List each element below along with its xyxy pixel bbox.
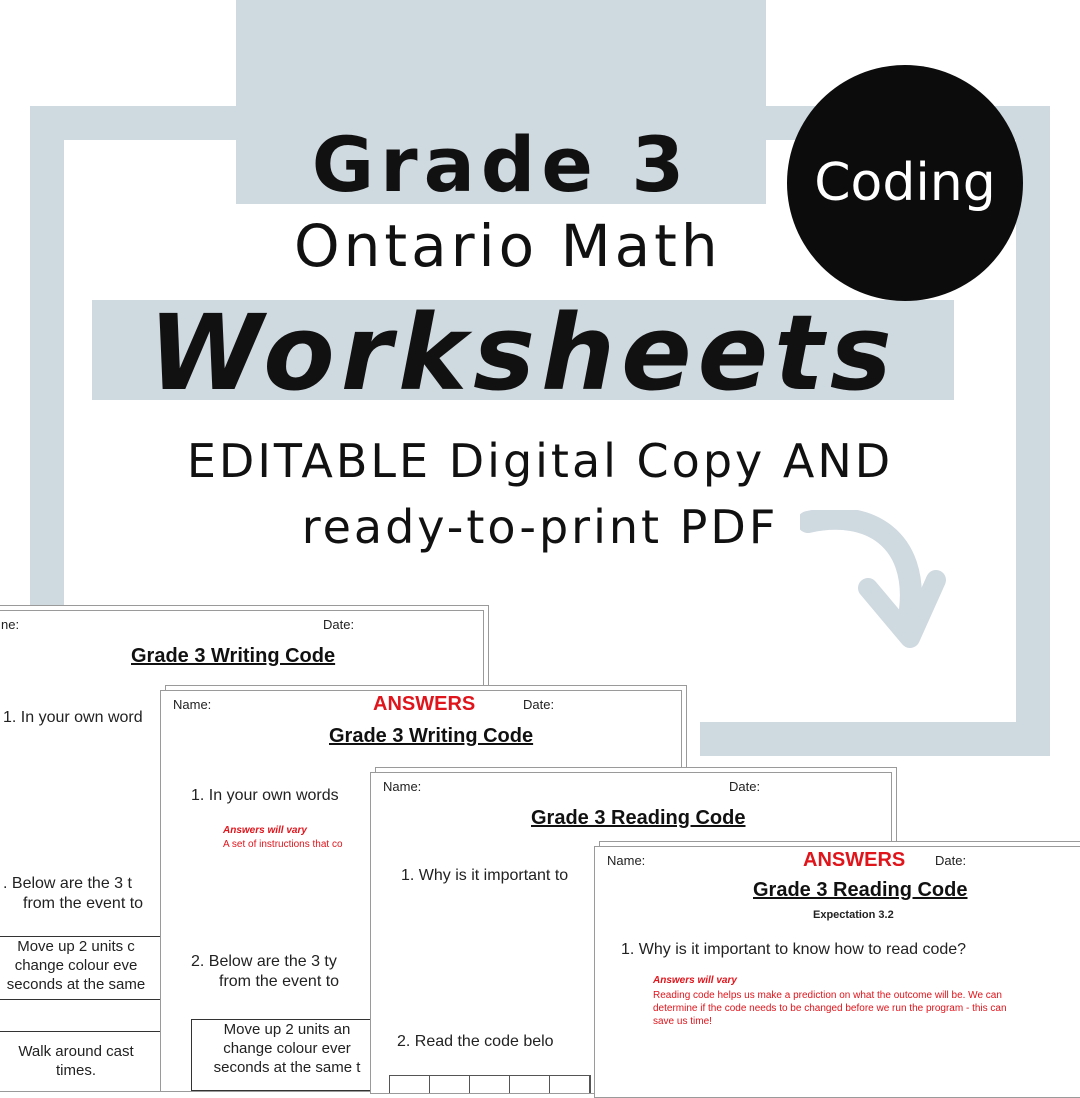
question-2-line-1: . Below are the 3 t [3,875,132,892]
date-label: Date: [323,617,355,632]
answers-label: ANSWERS [373,693,476,715]
instruction-box-2 [0,1031,162,1092]
name-label: Name: [607,853,646,868]
answer-line: save us time! [653,1016,712,1027]
question-1: 1. In your own word [3,709,143,726]
code-table [389,1075,591,1094]
name-label: Name: [173,697,212,712]
box-line: change colour eve [14,957,138,974]
tagline-line-1: EDITABLE Digital Copy AND [186,434,894,488]
coding-badge-label: Coding [814,153,996,213]
box-line: Move up 2 units an [223,1021,351,1038]
sheet-title: Grade 3 Reading Code [753,879,968,901]
question-1: 1. Why is it important to know how to read code? [621,941,967,958]
subtitle: Ontario Math [294,212,722,280]
tagline-line-2: ready-to-print PDF [301,500,779,554]
box-line: times. [55,1062,96,1079]
question-1: 1. In your own words [191,787,339,804]
question-2-line-2: from the event to [23,895,144,912]
name-label: Name: [383,779,422,794]
question-1: 1. Why is it important to [401,867,569,884]
answer-line: determine if the code needs to be changed before we run the program - this can [653,1003,1007,1014]
instruction-box-1 [0,936,162,1000]
date-label: Date: [935,853,967,868]
answers-label: ANSWERS [803,849,906,871]
grade-heading: Grade 3 [311,120,691,209]
coding-badge [787,65,1023,301]
box-line: seconds at the same t [213,1059,361,1076]
question-2-line-2: from the event to [219,973,340,990]
curved-arrow-icon [800,510,950,650]
answer-heading: Answers will vary [653,975,737,986]
date-label: Date: [729,779,761,794]
answer-line: Reading code helps us make a prediction on what the outcome will be. We can [653,990,1002,1001]
expectation-label: Expectation 3.2 [813,909,894,921]
answer-heading: Answers will vary [223,825,307,836]
box-line: change colour ever [223,1040,351,1057]
frame-bottom-bar [700,722,1050,756]
worksheet-preview-reading-code-answers [594,846,1080,1098]
answer-text [653,989,1007,1028]
sheet-title: Grade 3 Reading Code [531,807,746,829]
box-line: seconds at the same [6,976,146,993]
date-label: Date: [523,697,555,712]
box-line: Walk around cast [18,1043,134,1060]
question-2: 2. Read the code belo [397,1033,554,1050]
question-2-line-1: 2. Below are the 3 ty [191,953,337,970]
sheet-title: Grade 3 Writing Code [131,645,336,667]
main-title: Worksheets [148,292,898,414]
sheet-title: Grade 3 Writing Code [329,725,534,747]
answer-text: A set of instructions that co [223,839,343,850]
box-line: Move up 2 units c [17,938,135,955]
instruction-box-1 [191,1019,383,1091]
name-label: ne: [1,617,20,632]
